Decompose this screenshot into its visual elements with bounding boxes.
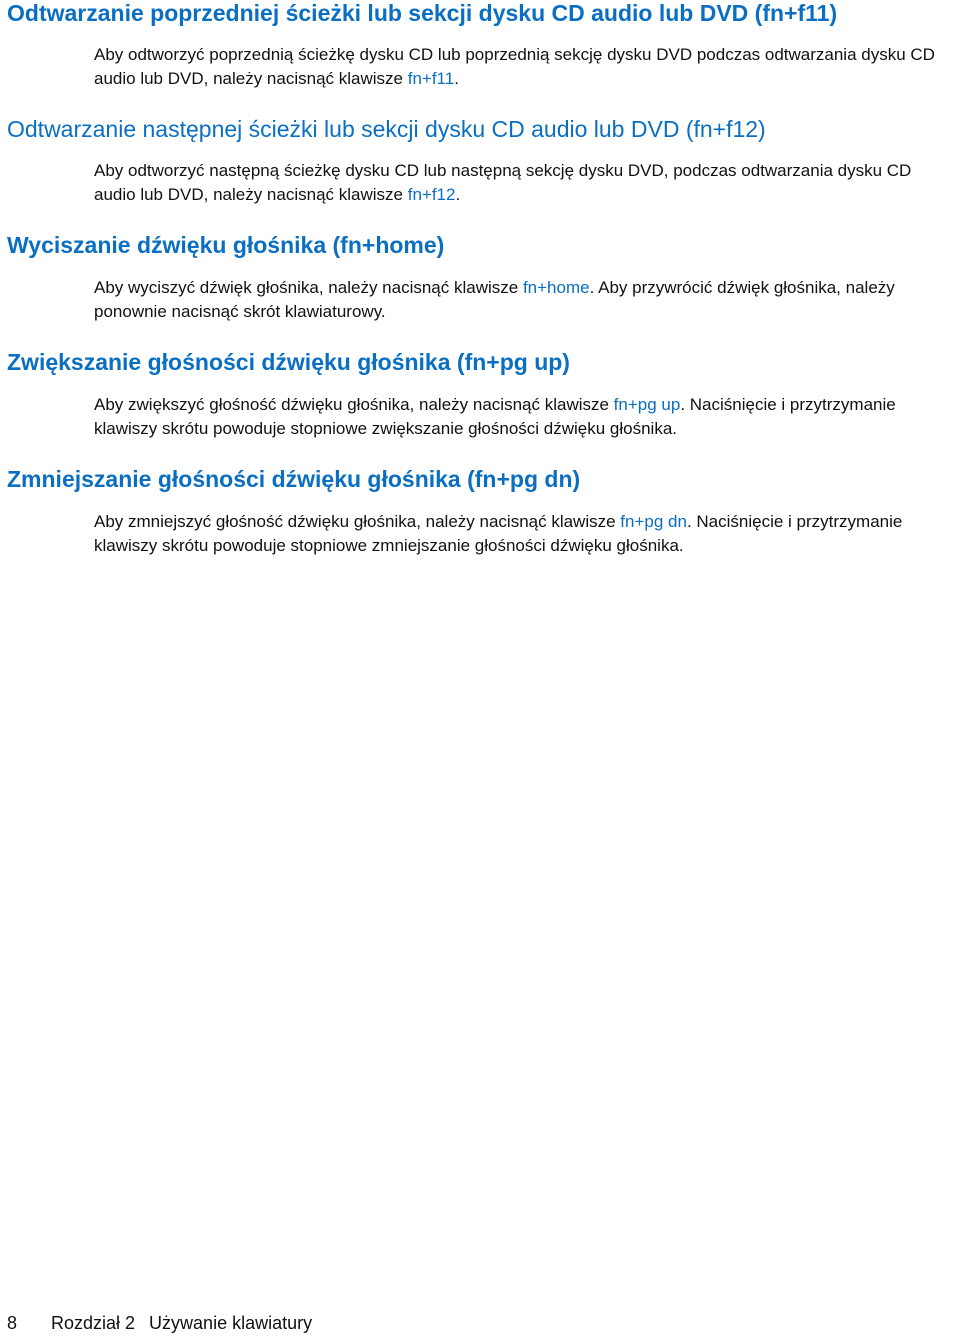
page-footer [7, 1313, 312, 1334]
section-body-volume-down [94, 510, 954, 557]
body-text-end: . Naciśnięcie i przytrzymanie klawiszy skrótu powoduje stopniowe zwiększanie głośności dźwięku głośnika. [94, 395, 896, 438]
body-text-end: . [454, 68, 459, 88]
page-number: 8 [7, 1313, 18, 1333]
section-body-previous-track [94, 43, 954, 90]
body-text: Aby zwiększyć głośność dźwięku głośnika, należy nacisnąć klawisze [94, 395, 614, 414]
key-combo: fn+f11 [407, 68, 455, 88]
key-combo: fn+pg dn [620, 512, 687, 531]
section-heading-next-track: Odtwarzanie następnej ścieżki lub sekcji dysku CD audio lub DVD (fn+f12) [7, 116, 766, 142]
body-text: Aby odtworzyć poprzednią ścieżkę dysku CD lub poprzednią sekcję dysku DVD podczas odtwarzania dysku CD audio lub DVD, należy nacisnąć klawisze [94, 45, 935, 88]
key-combo: fn+home [522, 278, 590, 297]
section-heading-mute: Wyciszanie dźwięku głośnika (fn+home) [7, 232, 445, 258]
key-combo: fn+f12 [407, 184, 456, 204]
body-text: Aby zmniejszyć głośność dźwięku głośnika, należy nacisnąć klawisze [94, 512, 621, 531]
section-body-volume-up [94, 393, 954, 440]
footer-chapter-title: Używanie klawiatury [149, 1313, 313, 1333]
section-body-mute [94, 276, 954, 323]
body-text-end: . [455, 184, 461, 204]
body-text-end: . Naciśnięcie i przytrzymanie klawiszy skrótu powoduje stopniowe zmniejszanie głośności dźwięku głośnika. [94, 512, 903, 555]
section-body-next-track [94, 159, 954, 206]
body-text-end: . Aby przywrócić dźwięk głośnika, należy ponownie nacisnąć skrót klawiaturowy. [94, 278, 895, 321]
footer-chapter: Rozdział 2 [51, 1313, 136, 1333]
key-combo: fn+pg up [613, 395, 681, 414]
section-heading-volume-down: Zmniejszanie głośności dźwięku głośnika (fn+pg dn) [7, 466, 581, 492]
body-text: Aby odtworzyć następną ścieżkę dysku CD lub następną sekcję dysku DVD, podczas odtwarzania dysku CD audio lub DVD, należy nacisnąć klawisze [94, 161, 912, 204]
section-heading-volume-up: Zwiększanie głośności dźwięku głośnika (fn+pg up) [7, 349, 570, 375]
body-text: Aby wyciszyć dźwięk głośnika, należy nacisnąć klawisze [94, 278, 523, 297]
section-heading-previous-track: Odtwarzanie poprzedniej ścieżki lub sekcji dysku CD audio lub DVD (fn+f11) [7, 0, 838, 26]
